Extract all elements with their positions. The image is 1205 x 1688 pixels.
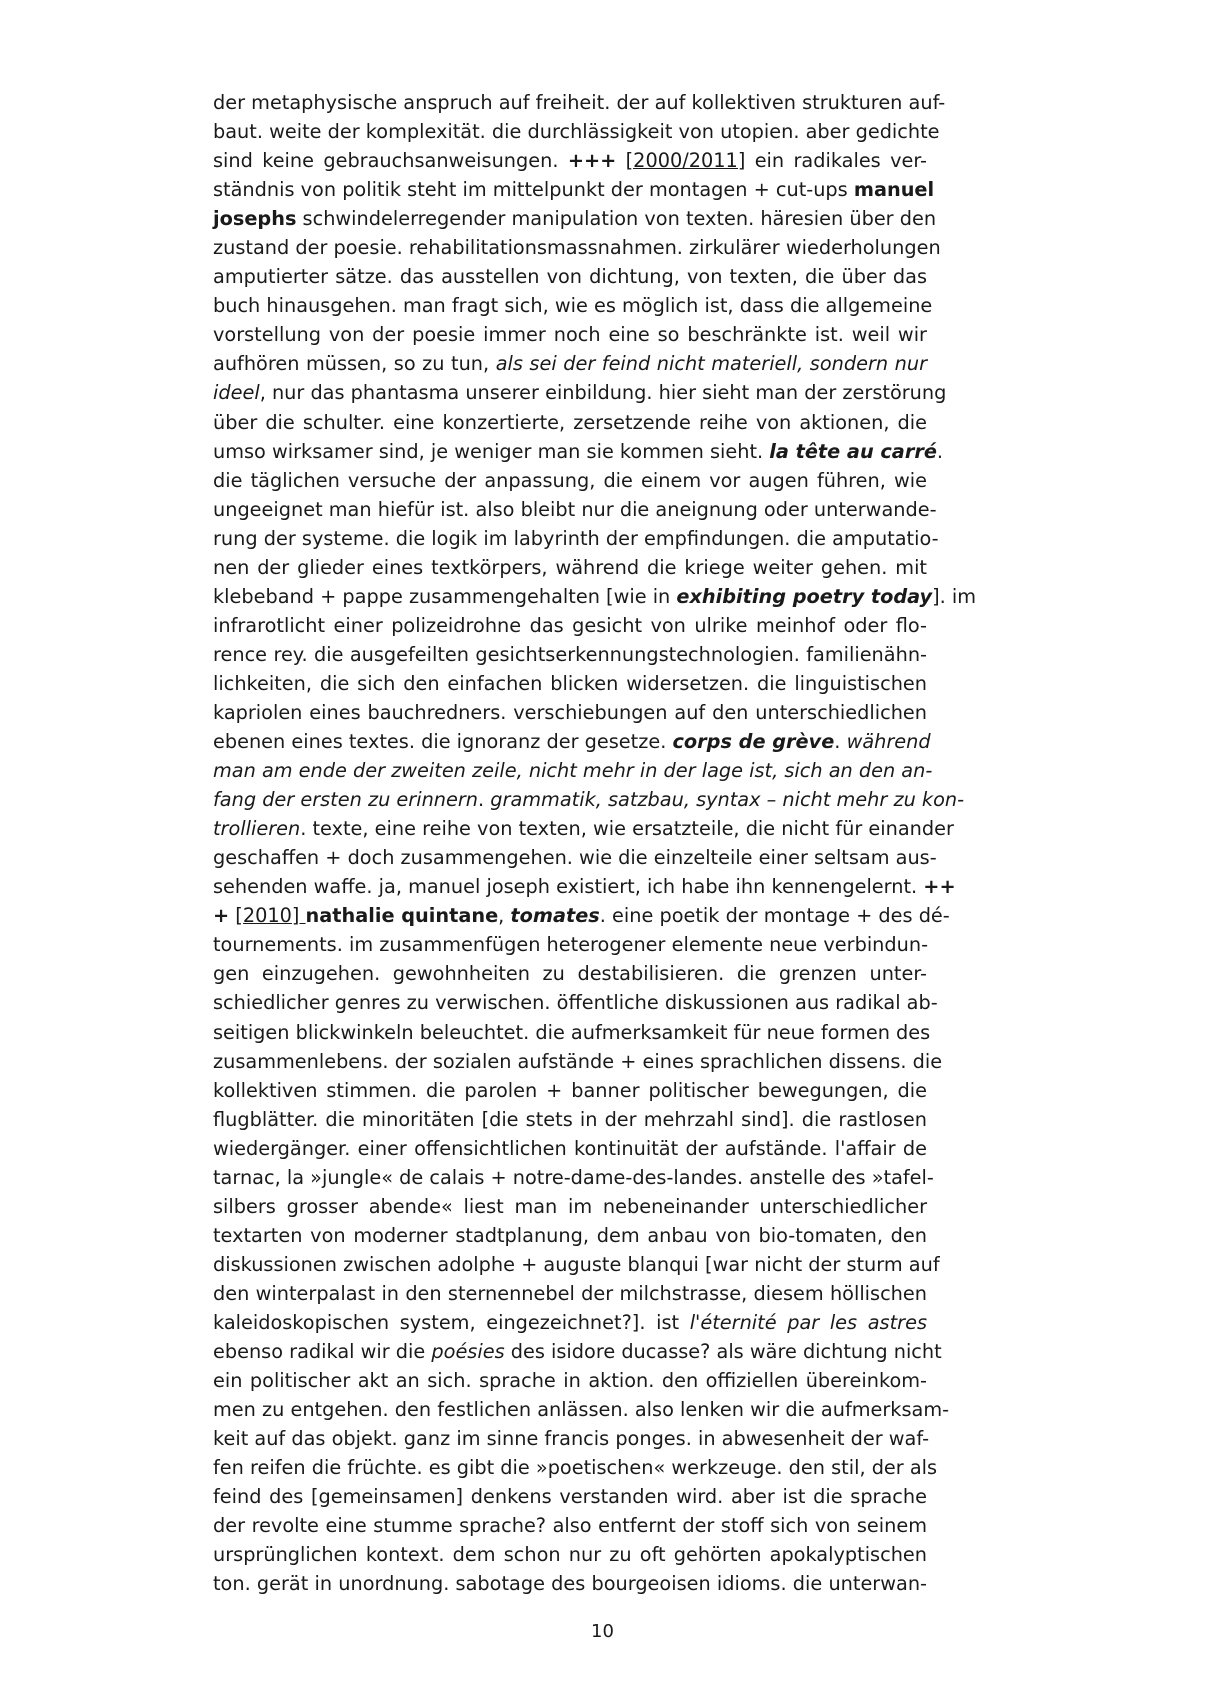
- text-line: [213, 408, 927, 437]
- text-line: [213, 1279, 927, 1308]
- text-run: zusammenlebens. der sozialen aufstände + eines sprachlichen dissens. die: [213, 1049, 943, 1073]
- text-line: [213, 727, 931, 756]
- text-run: ständnis von politik steht im mittelpunkt der montagen + cut-ups: [213, 178, 854, 202]
- text-run: geschaffen + doch zusammengehen. wie die einzelteile einer seltsam aus-: [213, 846, 937, 870]
- text-line: [213, 1569, 927, 1598]
- text-run: kapriolen eines bauchredners. verschiebungen auf den unterschiedlichen: [213, 700, 927, 724]
- text-run: feind des [gemeinsamen] denkens verstanden wird. aber ist die sprache: [213, 1485, 927, 1509]
- text-line: [213, 175, 935, 204]
- text-run: zustand der poesie. rehabilitationsmassnahmen. zirkulärer wiederholungen: [213, 236, 941, 260]
- text-run: kaleidoskopischen system, eingezeichnet?]. ist: [213, 1310, 690, 1334]
- text-line: [213, 466, 927, 495]
- text-run: wiedergänger. einer offensichtlichen kontinuität der aufstände. l'affair de: [213, 1136, 927, 1160]
- text-run: schiedlicher genres zu verwischen. öffentliche diskussionen aus radikal ab-: [213, 991, 938, 1015]
- text-run: sehenden waffe. ja, manuel joseph existiert, ich habe ihn kennengelernt.: [213, 875, 924, 899]
- text-run-u: [2010]: [235, 904, 306, 928]
- text-line: [213, 1337, 942, 1366]
- text-line: [213, 233, 941, 262]
- text-line: [213, 611, 927, 640]
- text-run-i: poésies: [431, 1340, 505, 1364]
- text-run: .: [834, 730, 847, 754]
- text-line: [213, 872, 956, 901]
- text-run-bi: la tête au carré: [769, 439, 937, 463]
- text-run: des isidore ducasse? als wäre dichtung nicht: [504, 1340, 942, 1364]
- text-run: der metaphysische anspruch auf freiheit. der auf kollektiven strukturen auf-: [213, 91, 946, 114]
- text-run-b: nathalie quintane: [305, 904, 499, 928]
- text-run-b: josephs: [213, 207, 297, 231]
- text-line: [213, 437, 944, 466]
- text-run: .: [936, 439, 944, 463]
- text-run: lichkeiten, die sich den einfachen blicken widersetzen. die linguistischen: [213, 671, 927, 695]
- text-line: [213, 524, 939, 553]
- text-line: [213, 785, 965, 814]
- text-run-i: als sei der feind nicht materiell, sondern nur: [495, 352, 927, 376]
- text-run-b: manuel: [853, 178, 935, 202]
- text-line: [213, 930, 927, 959]
- text-line: [213, 1192, 927, 1221]
- text-line: [213, 814, 954, 843]
- text-line: [213, 959, 927, 988]
- text-run: fen reifen die früchte. es gibt die »poetischen« werkzeuge. den stil, der als: [213, 1456, 938, 1480]
- text-run: die täglichen versuche der anpassung, die einem vor augen führen, wie: [213, 468, 927, 492]
- text-run-i: während: [846, 730, 931, 754]
- text-line: [213, 1047, 943, 1076]
- text-run: tarnac, la »jungle« de calais + notre-dame-des-landes. anstelle des »tafel-: [213, 1165, 934, 1189]
- text-run: gen einzugehen. gewohnheiten zu destabilisieren. die grenzen unter-: [213, 962, 927, 986]
- text-run: ]. im: [932, 584, 977, 608]
- text-line: [213, 1076, 927, 1105]
- text-run: umso wirksamer sind, je weniger man sie kommen sieht.: [213, 439, 770, 463]
- text-run: buch hinausgehen. man fragt sich, wie es möglich ist, dass die allgemeine: [213, 294, 933, 318]
- text-run: . eine poetik der montage + des dé-: [599, 904, 950, 928]
- text-line: [213, 669, 927, 698]
- text-line: [213, 291, 933, 320]
- text-run: men zu entgehen. den festlichen anlässen. also lenken wir die aufmerksam-: [213, 1398, 950, 1422]
- text-line: [213, 1221, 927, 1250]
- text-run: ungeeignet man hiefür ist. also bleibt nur die aneignung oder unterwande-: [213, 497, 937, 521]
- text-line: [213, 378, 947, 407]
- text-run-b: ++: [923, 875, 956, 899]
- text-run: infrarotlicht einer polizeidrohne das gesicht von ulrike meinhof oder flo-: [213, 613, 927, 637]
- text-line: [213, 1250, 940, 1279]
- text-line: [213, 204, 937, 233]
- text-run: ebenen eines textes. die ignoranz der gesetze.: [213, 730, 673, 754]
- text-run-i: fang der ersten zu erinnern: [213, 788, 479, 812]
- text-run: nen der glieder eines textkörpers, während die kriege weiter gehen. mit: [213, 555, 927, 579]
- text-line: [213, 1395, 950, 1424]
- text-run: baut. weite der komplexität. die durchlässigkeit von utopien. aber gedichte: [213, 120, 940, 144]
- text-run: , nur das phantasma unserer einbildung. hier sieht man der zerstörung: [259, 381, 947, 405]
- text-line: [213, 1308, 927, 1337]
- text-line: [213, 582, 977, 611]
- text-run-i: ideel: [213, 381, 260, 405]
- text-line: [213, 88, 946, 117]
- text-line: [213, 349, 927, 378]
- text-run: kollektiven stimmen. die parolen + banner politischer bewegungen, die: [213, 1078, 927, 1102]
- text-run: seitigen blickwinkeln beleuchtet. die aufmerksamkeit für neue formen des: [213, 1020, 931, 1044]
- text-line: [213, 640, 927, 669]
- text-line: [213, 262, 927, 291]
- text-run-i: l'éternité par les astres: [689, 1310, 927, 1334]
- text-run-bi: tomates: [510, 904, 600, 928]
- text-run: ebenso radikal wir die: [213, 1340, 432, 1364]
- text-line: [213, 756, 933, 785]
- text-line: [213, 1482, 927, 1511]
- text-run-i: trollieren: [213, 817, 301, 841]
- text-run: tournements. im zusammenfügen heterogener elemente neue verbindun-: [213, 933, 929, 957]
- text-run: sind keine gebrauchsanweisungen.: [213, 149, 568, 173]
- text-line: [213, 843, 937, 872]
- page-number: 10: [591, 1621, 614, 1642]
- body-text: [213, 88, 977, 1598]
- text-run: ursprünglichen kontext. dem schon nur zu oft gehörten apokalyptischen: [213, 1543, 927, 1567]
- text-run: vorstellung von der poesie immer noch eine so beschränkte ist. weil wir: [213, 323, 927, 347]
- text-run-b: +++: [567, 149, 617, 173]
- text-run-i: man am ende der zweiten zeile, nicht mehr in der lage ist, sich an den an-: [213, 759, 933, 783]
- text-line: [213, 1163, 934, 1192]
- text-line: [213, 1105, 927, 1134]
- text-run: über die schulter. eine konzertierte, zersetzende reihe von aktionen, die: [213, 410, 927, 434]
- text-run: keit auf das objekt. ganz im sinne francis ponges. in abwesenheit der waf-: [213, 1427, 930, 1451]
- text-run-u: [2000/2011]: [625, 149, 746, 173]
- text-run: ton. gerät in unordnung. sabotage des bourgeoisen idioms. die unterwan-: [213, 1572, 927, 1596]
- text-run-bi: corps de grève: [672, 730, 835, 754]
- text-run-bi: exhibiting poetry today: [676, 584, 933, 608]
- text-line: [213, 320, 927, 349]
- text-run: aufhören müssen, so zu tun,: [213, 352, 496, 376]
- text-run: klebeband + pappe zusammengehalten [wie in: [213, 584, 677, 608]
- text-run: amputierter sätze. das ausstellen von dichtung, von texten, die über das: [213, 265, 927, 289]
- text-run: der revolte eine stumme sprache? also entfernt der stoff sich von seinem: [213, 1514, 927, 1538]
- text-run: silbers grosser abende« liest man im nebeneinander unterschiedlicher: [213, 1194, 927, 1218]
- text-line: [213, 1134, 927, 1163]
- text-line: [213, 1511, 927, 1540]
- text-run: textarten von moderner stadtplanung, dem anbau von bio-tomaten, den: [213, 1223, 927, 1247]
- text-run: rence rey. die ausgefeilten gesichtserkennungstechnologien. familienähn-: [213, 642, 927, 666]
- text-run: ,: [498, 904, 511, 928]
- text-line: [213, 553, 927, 582]
- text-run: flugblätter. die minoritäten [die stets in der mehrzahl sind]. die rastlosen: [213, 1107, 927, 1131]
- text-line: [213, 901, 950, 930]
- text-run: den winterpalast in den sternennebel der milchstrasse, diesem höllischen: [213, 1281, 927, 1305]
- text-run: . texte, eine reihe von texten, wie ersatzteile, die nicht für einander: [300, 817, 954, 841]
- text-line: [213, 1366, 927, 1395]
- text-run: [616, 149, 625, 172]
- text-run: diskussionen zwischen adolphe + auguste blanqui [war nicht der sturm auf: [213, 1252, 940, 1276]
- text-line: [213, 1018, 931, 1047]
- text-run: .: [478, 788, 491, 812]
- text-line: [213, 988, 938, 1017]
- text-line: [213, 117, 940, 146]
- text-run-i: grammatik, satzbau, syntax – nicht mehr zu kon-: [490, 788, 965, 812]
- text-line: [213, 1424, 930, 1453]
- text-line: [213, 1540, 927, 1569]
- text-line: [213, 146, 927, 175]
- text-run: schwindelerregender manipulation von texten. häresien über den: [296, 207, 937, 231]
- text-run: rung der systeme. die logik im labyrinth der empfindungen. die amputatio-: [213, 526, 939, 550]
- text-line: [213, 495, 937, 524]
- text-run: ein politischer akt an sich. sprache in aktion. den offiziellen übereinkom-: [213, 1369, 927, 1393]
- text-line: [213, 1453, 938, 1482]
- text-run-b: +: [213, 904, 230, 928]
- text-run: ein radikales ver-: [745, 149, 927, 173]
- text-line: [213, 698, 927, 727]
